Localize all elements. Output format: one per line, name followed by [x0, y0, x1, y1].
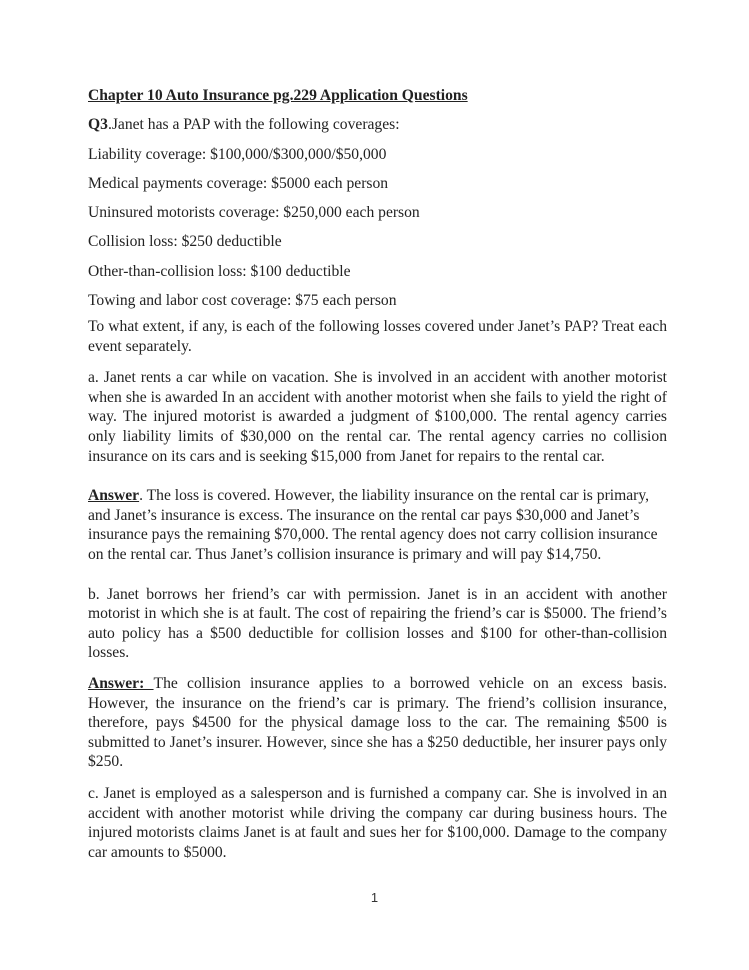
coverage-collision: Collision loss: $250 deductible	[88, 233, 282, 251]
part-b-question: b. Janet borrows her friend’s car with permission. Janet is in an accident with another motorist in which she is at fault. The cost of repairing the friend’s car is $5000. The friend’s auto policy has a $500 deductible for collision losses and $100 for other-than-collision losses.	[88, 585, 667, 662]
part-b-answer	[88, 674, 667, 772]
coverage-uninsured-motorists: Uninsured motorists coverage: $250,000 each person	[88, 204, 420, 222]
answer-label: Answer	[88, 487, 140, 505]
coverage-towing-labor: Towing and labor cost coverage: $75 each person	[88, 292, 397, 310]
coverage-other-than-collision: Other-than-collision loss: $100 deductible	[88, 262, 351, 280]
answer-text: The collision insurance applies to a borrowed vehicle on an excess basis. However, the insurance on the friend’s car is primary. The friend’s collision insurance, therefore, pays $4500 for the physical damage loss to the car. The remaining $500 is submitted to Janet’s insurer. However, since she has a $250 deductible, her insurer pays only $250.	[88, 674, 667, 771]
answer-text: . The loss is covered. However, the liability insurance on the rental car is primary, and Janet’s insurance is excess. The insurance on the rental car pays $30,000 and Janet’s insurance pays the remaining $70,000. The rental agency does not carry collision insurance on the rental car. Thus Janet’s collision insurance is primary and will pay $14,750.	[88, 487, 658, 564]
page-number: 1	[370, 890, 379, 905]
coverage-medical-payments: Medical payments coverage: $5000 each person	[88, 174, 389, 192]
part-a-question: a. Janet rents a car while on vacation. She is involved in an accident with another motorist when she is awarded In an accident with another motorist when she fails to yield the right of way. The injured motorist is awarded a judgment of $100,000. The rental agency carries only liability limits of $30,000 on the rental car. The rental agency carries no collision insurance on its cars and is seeking $15,000 from Janet for repairs to the rental car.	[88, 369, 667, 465]
answer-label: Answer:	[88, 674, 154, 692]
document-page	[88, 86, 667, 862]
part-c-question: c. Janet is employed as a salesperson and is furnished a company car. She is involved in an accident with another motorist while driving the company car during business hours. The injured motorists claims Janet is at fault and sues her for $100,000. Damage to the company car amounts to $5000.	[88, 784, 667, 861]
document-title: Chapter 10 Auto Insurance pg.229 Application Questions	[88, 87, 468, 104]
question-prompt: To what extent, if any, is each of the following losses covered under Janet’s PAP? Treat each event separately.	[88, 318, 667, 355]
part-a-answer	[88, 486, 660, 564]
question-intro	[88, 115, 667, 144]
question-label: Q3	[88, 116, 108, 134]
question-intro-text: .Janet has a PAP with the following coverages:	[107, 116, 400, 134]
coverage-liability: Liability coverage: $100,000/$300,000/$50,000	[88, 145, 387, 163]
